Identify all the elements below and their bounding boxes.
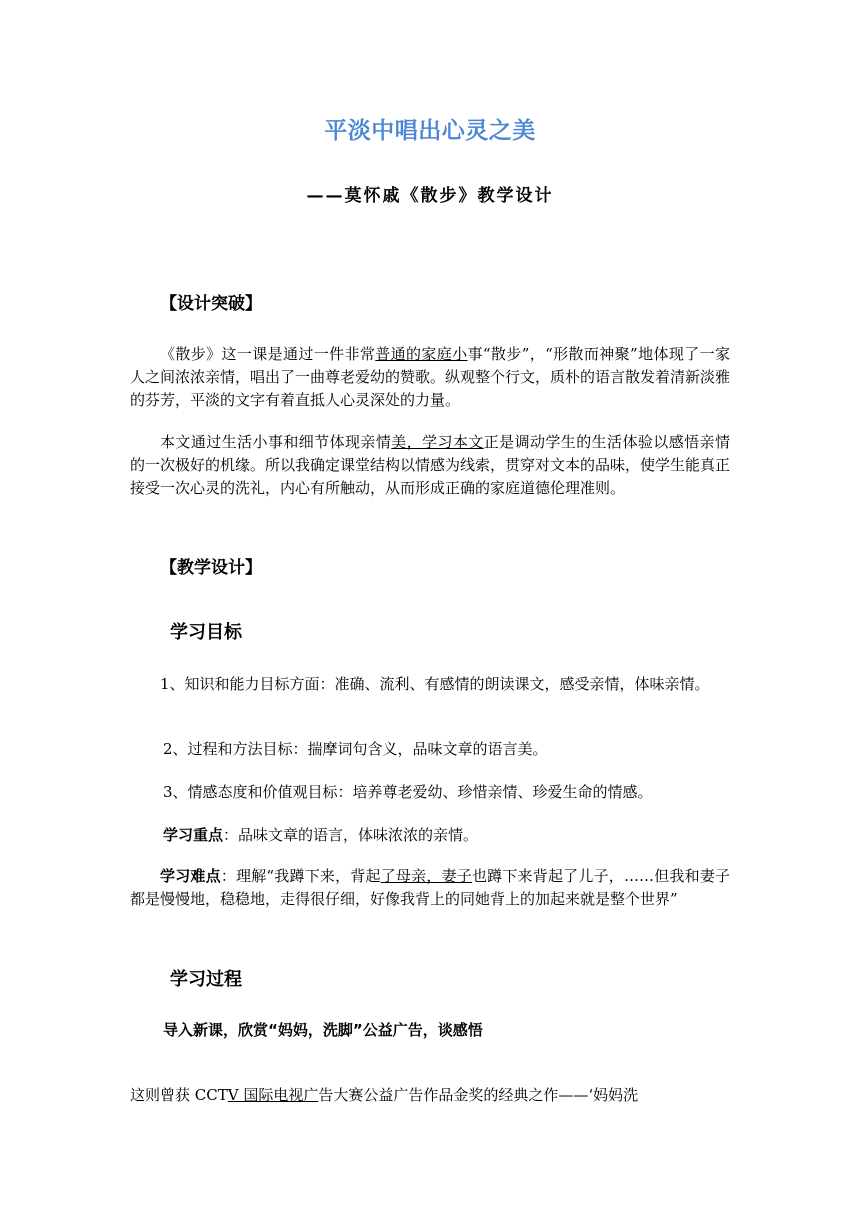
- objective-3: 3、情感态度和价值观目标：培养尊老爱幼、珍惜亲情、珍爱生命的情感。: [163, 783, 653, 801]
- section-heading-teaching-design: 【教学设计】: [160, 558, 262, 578]
- objective-1: 1、知识和能力目标方面：准确、流利、有感情的朗读课文，感受亲情，体味亲情。: [160, 675, 710, 693]
- subheading-process: 学习过程: [170, 969, 242, 990]
- intro-heading: 导入新课，欣赏“妈妈，洗脚”公益广告，谈感悟: [163, 1021, 483, 1039]
- paragraph-approach-text-a: 本文通过生活小事和细节体现亲情: [160, 433, 392, 451]
- key-point-text: ：品味文章的语言，体味浓浓的亲情。: [223, 826, 479, 844]
- paragraph-intro-text-b: 事“散步”，“形散而神聚”地体现了一家人之间浓浓亲情，唱出了一曲尊老爱幼的赞歌。纵观整个行文，质朴的语言散发着清新淡雅的芬芳，平淡的文字有着直抵人心灵深处的力量。: [130, 345, 731, 409]
- paragraph-approach: [130, 431, 730, 500]
- paragraph-intro-underlined: 普通的家庭小: [375, 345, 468, 363]
- subheading-objectives: 学习目标: [170, 622, 242, 643]
- difficulty-text-b: 也蹲下来背起了儿子，……但我和妻子都是慢慢地，稳稳地，走得很仔细，好像我背上的同她背上的加起来就是整个世界”: [130, 867, 730, 908]
- difficulty-underlined: 了母亲，妻子: [380, 867, 472, 885]
- section-heading-design-breakthrough: 【设计突破】: [160, 294, 262, 314]
- intro-text: [130, 1084, 730, 1107]
- key-point-label: 学习重点: [163, 826, 224, 844]
- intro-text-a: 这则曾获 CCT: [130, 1086, 228, 1104]
- document-subtitle: ——莫怀戚《散步》教学设计: [306, 186, 554, 206]
- intro-text-b: 告大赛公益广告作品金奖的经典之作——‘妈妈洗: [318, 1086, 639, 1104]
- key-point: [163, 824, 763, 847]
- paragraph-intro: [130, 343, 730, 412]
- document-title: 平淡中唱出心灵之美: [324, 118, 536, 144]
- paragraph-intro-text-a: 《散步》这一课是通过一件非常: [160, 345, 376, 363]
- objective-2: 2、过程和方法目标：揣摩词句含义，品味文章的语言美。: [163, 740, 548, 758]
- difficulty-label: 学习难点: [160, 867, 221, 885]
- paragraph-approach-text-b: 正是调动学生的生活体验以感悟亲情的一次极好的机缘。所以我确定课堂结构以情感为线索，贯穿对文本的品味，使学生能真正接受一次心灵的洗礼，内心有所触动，从而形成正确的家庭道德伦理准则。: [130, 433, 731, 497]
- intro-text-underlined: V 国际电视广: [227, 1086, 319, 1104]
- difficulty-text-a: ：理解“我蹲下来，背起: [220, 867, 381, 885]
- paragraph-approach-underlined: 美，学习本文: [391, 433, 484, 451]
- difficulty: [130, 865, 730, 911]
